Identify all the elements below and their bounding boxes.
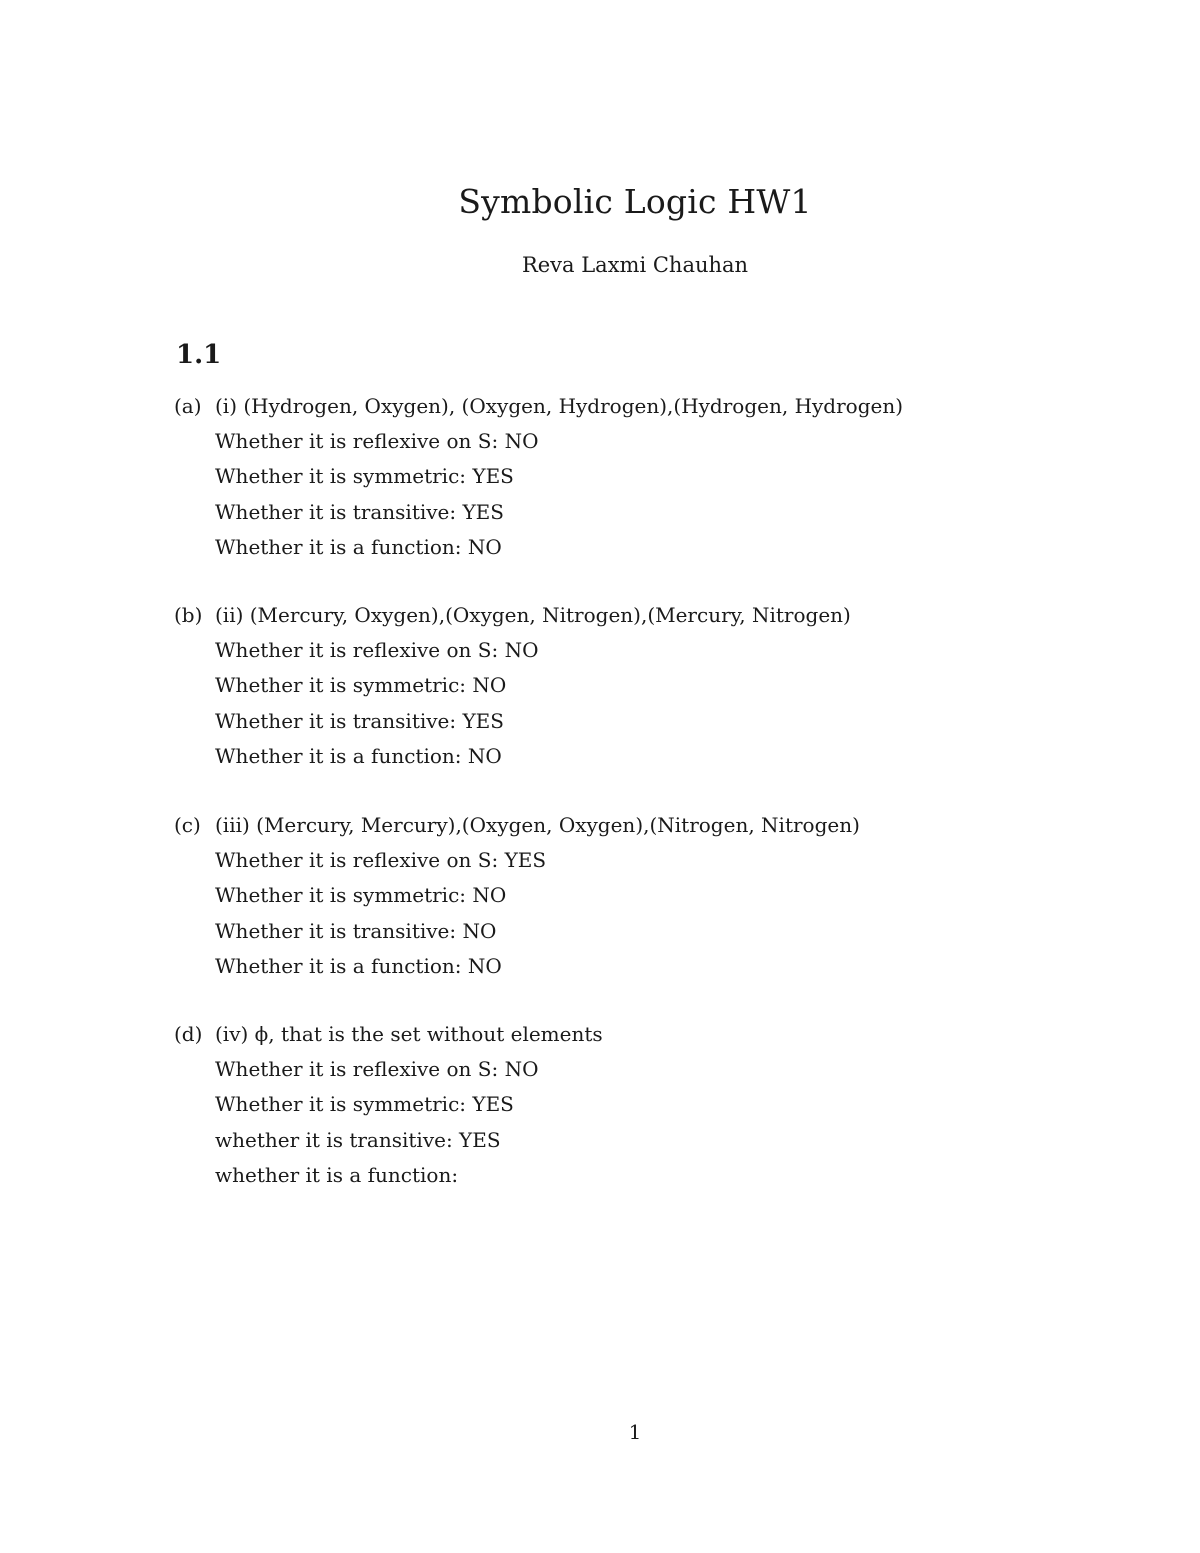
property-text: Whether it is transitive: YES xyxy=(215,708,504,733)
item-first-line xyxy=(174,808,1074,843)
property-text: whether it is transitive: YES xyxy=(215,1127,501,1152)
property-text: Whether it is a function: NO xyxy=(215,743,502,768)
relation-definition: (i) (Hydrogen, Oxygen), (Oxygen, Hydrogen),(Hydrogen, Hydrogen) xyxy=(215,394,904,418)
document-author: Reva Laxmi Chauhan xyxy=(521,253,749,277)
property-line-symmetric xyxy=(174,459,1074,494)
property-line-reflexive xyxy=(174,843,1074,878)
property-text: Whether it is symmetric: YES xyxy=(215,1092,514,1117)
property-text: Whether it is reflexive on S: NO xyxy=(215,1057,539,1082)
property-line-symmetric xyxy=(174,668,1074,703)
item-first-line xyxy=(174,598,1074,633)
property-line-function xyxy=(174,1158,1074,1193)
property-line-reflexive xyxy=(174,1052,1074,1087)
relation-definition: (ii) (Mercury, Oxygen),(Oxygen, Nitrogen),(Mercury, Nitrogen) xyxy=(215,603,851,627)
item-marker: (c) xyxy=(174,813,201,837)
property-text: Whether it is a function: NO xyxy=(215,953,502,978)
property-line-transitive xyxy=(174,704,1074,739)
list-item-d xyxy=(174,1017,1074,1193)
property-text: Whether it is symmetric: YES xyxy=(215,464,514,489)
relation-definition: (iii) (Mercury, Mercury),(Oxygen, Oxygen),(Nitrogen, Nitrogen) xyxy=(215,813,860,837)
list-item-b xyxy=(174,598,1074,774)
property-text: Whether it is transitive: NO xyxy=(215,918,497,943)
property-line-reflexive xyxy=(174,424,1074,459)
page-number: 1 xyxy=(628,1420,642,1444)
property-text: whether it is a function: xyxy=(215,1162,459,1187)
property-text: Whether it is symmetric: NO xyxy=(215,673,507,698)
property-line-function xyxy=(174,949,1074,984)
property-line-transitive xyxy=(174,495,1074,530)
property-text: Whether it is a function: NO xyxy=(215,534,502,559)
document-title: Symbolic Logic HW1 xyxy=(458,182,812,221)
property-line-transitive xyxy=(174,1123,1074,1158)
item-marker: (d) xyxy=(174,1022,203,1046)
relation-definition: (iv) ϕ, that is the set without elements xyxy=(215,1022,603,1046)
property-line-reflexive xyxy=(174,633,1074,668)
property-line-transitive xyxy=(174,914,1074,949)
property-line-function xyxy=(174,739,1074,774)
item-first-line xyxy=(174,389,1074,424)
property-text: Whether it is reflexive on S: YES xyxy=(215,848,547,873)
property-text: Whether it is transitive: YES xyxy=(215,499,504,524)
property-text: Whether it is symmetric: NO xyxy=(215,883,507,908)
list-item-a xyxy=(174,389,1074,565)
list-item-c xyxy=(174,808,1074,984)
property-text: Whether it is reflexive on S: NO xyxy=(215,429,539,454)
property-line-symmetric xyxy=(174,878,1074,913)
section-heading: 1.1 xyxy=(176,340,222,370)
item-marker: (b) xyxy=(174,603,203,627)
item-first-line xyxy=(174,1017,1074,1052)
property-line-symmetric xyxy=(174,1087,1074,1122)
item-marker: (a) xyxy=(174,394,202,418)
property-text: Whether it is reflexive on S: NO xyxy=(215,638,539,663)
property-line-function xyxy=(174,530,1074,565)
